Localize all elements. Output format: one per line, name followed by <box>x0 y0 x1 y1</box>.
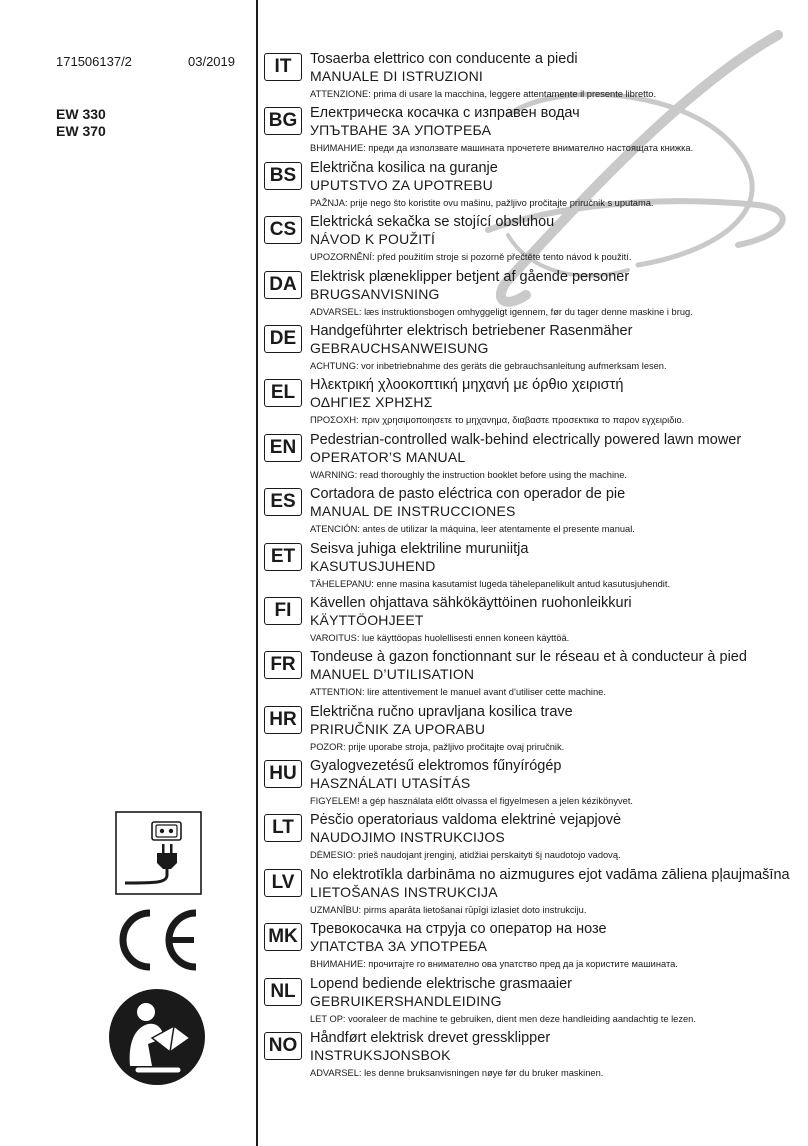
language-code-badge: MK <box>264 923 302 951</box>
language-title: Gyalogvezetésű elektromos fűnyírógép <box>310 758 562 775</box>
language-warning: ВНИМАНИЕ: прочитајте го внимателно ова упатство пред да ја користите машината. <box>310 959 678 970</box>
language-title: Elektrisk plæneklipper betjent af gående personer <box>310 268 630 285</box>
language-entry-de <box>264 322 804 376</box>
language-subtitle: GEBRUIKERSHANDLEIDING <box>310 992 502 1009</box>
language-code-badge: DA <box>264 271 302 299</box>
language-code-badge: LV <box>264 869 302 897</box>
language-subtitle: УПЪТВАНЕ ЗА УПОТРЕБА <box>310 122 492 139</box>
language-warning: ВНИМАНИЕ: преди да използвате машината прочетете внимателно настоящата книжка. <box>310 143 694 154</box>
language-title: Тревокосачка на струја со оператор на нозе <box>310 921 607 938</box>
language-warning: ADVARSEL: læs instruktionsbogen omhyggeligt igennem, før du tager denne maskine i brug. <box>310 306 693 317</box>
language-title: Tondeuse à gazon fonctionnant sur le réseau et à conducteur à pied <box>310 649 747 666</box>
language-code-badge: ET <box>264 543 302 571</box>
language-code-badge: DE <box>264 325 302 353</box>
language-code-badge: CS <box>264 216 302 244</box>
language-title: Håndført elektrisk drevet gressklipper <box>310 1030 551 1047</box>
language-title: Lopend bediende elektrische grasmaaier <box>310 975 572 992</box>
language-list <box>264 50 804 1083</box>
language-title: Elektrická sekačka se stojící obsluhou <box>310 214 555 231</box>
language-warning: UPOZORNĚNÍ: před použitím stroje si pozorně přečtěte tento návod k použití. <box>310 252 632 263</box>
language-subtitle: MANUAL DE INSTRUCCIONES <box>310 503 516 520</box>
language-subtitle: УПАТСТВА ЗА УПОТРЕБА <box>310 938 488 955</box>
language-code-badge: IT <box>264 53 302 81</box>
language-entry-mk <box>264 920 804 974</box>
language-title: Električna kosilica na guranje <box>310 159 498 176</box>
read-manual-icon <box>108 988 206 1086</box>
language-title: No elektrotīkla darbināma no aizmugures ejot vadāma zāliena pļaujmašīna <box>310 866 790 883</box>
language-warning: ATTENTION: lire attentivement le manuel avant d’utiliser cette machine. <box>310 687 606 698</box>
language-entry-no <box>264 1029 804 1083</box>
language-entry-lt <box>264 811 804 865</box>
language-subtitle: HASZNÁLATI UTASÍTÁS <box>310 775 471 792</box>
language-code-badge: NO <box>264 1032 302 1060</box>
language-warning: PAŽNJA: prije nego što koristite ovu mašinu, pažljivo pročitajte priručnik s uputama. <box>310 197 654 208</box>
ce-mark-icon <box>112 905 202 975</box>
language-subtitle: MANUALE DI ISTRUZIONI <box>310 68 483 84</box>
language-title: Tosaerba elettrico con conducente a piedi <box>310 51 578 67</box>
language-title: Handgeführter elektrisch betriebener Rasenmäher <box>310 322 633 339</box>
document-number: 171506137/2 <box>56 54 132 69</box>
language-title: Pedestrian-controlled walk-behind electrically powered lawn mower <box>310 431 742 448</box>
language-entry-hr <box>264 703 804 757</box>
language-title: Електрическа косачка с изправен водач <box>310 105 580 122</box>
language-code-badge: HR <box>264 706 302 734</box>
language-warning: ΠΡΟΣΟΧΗ: πριν χρησιμοποιησετε το μηχανημα, διαβαστε προσεκτικα το παρον εγχειριδιο. <box>310 415 685 426</box>
language-title: Pėsčio operatoriaus valdoma elektrinė vejapjovė <box>310 812 622 829</box>
language-warning: LET OP: vooraleer de machine te gebruiken, dient men deze handleiding aandachtig te lezen. <box>310 1013 696 1024</box>
language-entry-nl <box>264 975 804 1029</box>
language-entry-it <box>264 50 804 104</box>
cover-left-column <box>0 0 256 1146</box>
language-subtitle: NAUDOJIMO INSTRUKCIJOS <box>310 829 505 846</box>
language-subtitle: NÁVOD K POUŽITÍ <box>310 231 436 248</box>
language-title: Cortadora de pasto eléctrica con operador de pie <box>310 486 626 503</box>
language-code-badge: NL <box>264 978 302 1006</box>
language-entry-fi <box>264 594 804 648</box>
language-entry-el <box>264 376 804 430</box>
language-warning: ATTENZIONE: prima di usare la macchina, leggere attentamente il presente libretto. <box>310 89 657 99</box>
language-code-badge: BS <box>264 162 302 190</box>
language-entry-et <box>264 540 804 594</box>
model-name: EW 330 <box>56 106 106 122</box>
language-code-badge: BG <box>264 107 302 135</box>
language-subtitle: BRUGSANVISNING <box>310 285 440 302</box>
language-subtitle: GEBRAUCHSANWEISUNG <box>310 339 489 356</box>
language-entry-bg <box>264 104 804 158</box>
language-warning: DĖMESIO: prieš naudojant įrenginį, atidžiai perskaityti šį naudotojo vadovą. <box>310 850 621 861</box>
language-warning: POZOR: prije uporabe stroja, pažljivo pročitajte ovaj priručnik. <box>310 741 565 752</box>
language-entry-lv <box>264 866 804 920</box>
language-subtitle: ΟΔΗΓΙΕΣ ΧΡΗΣΗΣ <box>310 394 433 411</box>
language-entry-bs <box>264 159 804 213</box>
language-warning: VAROITUS: lue käyttöopas huolellisesti ennen koneen käyttöä. <box>310 632 570 643</box>
language-code-badge: FR <box>264 651 302 679</box>
language-warning: UZMANĪBU: pirms aparāta lietošanai rūpīgi izlasiet doto instrukciju. <box>310 904 587 915</box>
language-code-badge: EN <box>264 434 302 462</box>
language-code-badge: ES <box>264 488 302 516</box>
document-date: 03/2019 <box>188 54 235 69</box>
language-entry-cs <box>264 213 804 267</box>
language-code-badge: LT <box>264 814 302 842</box>
language-subtitle: KASUTUSJUHEND <box>310 557 436 574</box>
language-entry-da <box>264 268 804 322</box>
language-subtitle: OPERATOR’S MANUAL <box>310 448 466 465</box>
language-subtitle: KÄYTTÖOHJEET <box>310 611 424 628</box>
language-entry-es <box>264 485 804 539</box>
language-warning: ACHTUNG: vor inbetriebnahme des geräts die gebrauchsanleitung aufmerksam lesen. <box>310 360 667 371</box>
language-warning: ATENCIÓN: antes de utilizar la máquina, leer atentamente el presente manual. <box>310 524 635 535</box>
language-code-badge: HU <box>264 760 302 788</box>
language-entry-hu <box>264 757 804 811</box>
column-divider <box>256 0 258 1146</box>
language-title: Seisva juhiga elektriline muruniitja <box>310 540 529 557</box>
language-warning: FIGYELEM! a gép használata előtt olvassa el figyelmesen a jelen kézikönyvet. <box>310 796 633 807</box>
language-warning: ADVARSEL: les denne bruksanvisningen nøye før du bruker maskinen. <box>310 1068 604 1079</box>
language-entry-fr <box>264 648 804 702</box>
language-subtitle: LIETOŠANAS INSTRUKCIJA <box>310 883 498 900</box>
language-subtitle: INSTRUKSJONSBOK <box>310 1047 451 1064</box>
language-subtitle: UPUTSTVO ZA UPOTREBU <box>310 176 493 193</box>
language-subtitle: MANUEL D’UTILISATION <box>310 666 475 683</box>
language-entry-en <box>264 431 804 485</box>
language-title: Električna ručno upravljana kosilica trave <box>310 703 573 720</box>
electric-plug-icon <box>115 811 202 895</box>
language-title: Ηλεκτρική χλοοκοπτική μηχανή με όρθιο χειριστή <box>310 377 624 394</box>
language-warning: WARNING: read thoroughly the instruction booklet before using the machine. <box>310 469 627 480</box>
model-name: EW 370 <box>56 123 106 139</box>
language-title: Kävellen ohjattava sähkökäyttöinen ruohonleikkuri <box>310 594 632 611</box>
language-code-badge: FI <box>264 597 302 625</box>
language-code-badge: EL <box>264 379 302 407</box>
language-warning: TÄHELEPANU: enne masina kasutamist lugeda tähelepanelikult antud kasutusjuhendit. <box>310 578 671 589</box>
language-subtitle: PRIRUČNIK ZA UPORABU <box>310 720 486 737</box>
